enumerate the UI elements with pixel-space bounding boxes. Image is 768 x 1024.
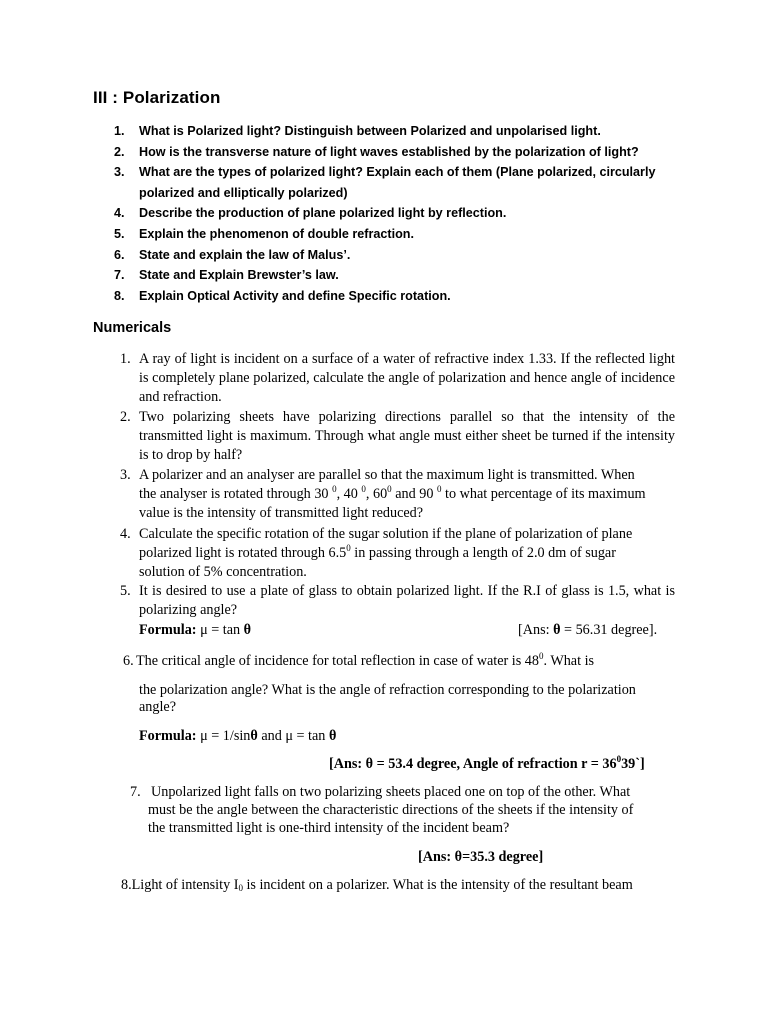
numerical-number: 3. bbox=[120, 467, 131, 483]
theta-symbol: θ bbox=[328, 728, 337, 744]
question-text: What is Polarized light? Distinguish between Polarized and unpolarised light. bbox=[139, 124, 601, 138]
numerical-number: 6. bbox=[123, 653, 134, 669]
numerical-number: 4. bbox=[120, 526, 131, 542]
list-item bbox=[114, 286, 684, 307]
question-number: 4. bbox=[114, 206, 125, 221]
numerical-text: solution of 5% concentration. bbox=[139, 564, 307, 580]
list-item bbox=[114, 142, 684, 163]
question-text: What are the types of polarized light? Explain each of them (Plane polarized, circularly polarized and elliptically polarized) bbox=[139, 165, 656, 200]
numerical-8: 8.Light of intensity $I_0$ is incident on a polarizer. What is the intensity of the resultant beam bbox=[121, 877, 633, 893]
question-number: 8. bbox=[114, 288, 125, 303]
theta-symbol: θ bbox=[454, 849, 463, 865]
theta-symbol: θ bbox=[365, 756, 374, 772]
numerical-text: value is the intensity of transmitted light reduced? bbox=[139, 505, 424, 521]
question-number: 1. bbox=[114, 124, 125, 138]
question-number: 5. bbox=[114, 226, 125, 241]
theta-symbol: θ bbox=[553, 622, 561, 638]
question-text: Describe the production of plane polarized light by reflection. bbox=[139, 206, 507, 221]
list-item bbox=[114, 265, 684, 286]
question-number: 7. bbox=[114, 268, 125, 283]
formula: Formula: μ = 1/sinθ and μ = tan θ bbox=[139, 728, 337, 744]
numerical-text: polarized light is rotated through $6.5^0$ in passing through a length of 2.0 dm of sugar bbox=[139, 543, 616, 561]
numerical-2 bbox=[120, 408, 675, 465]
numerical-text: It is desired to use a plate of glass to obtain polarized light. If the R.I of glass is 1.5, what is polarizing angle? bbox=[139, 583, 675, 618]
numerical-5 bbox=[120, 582, 675, 620]
numerical-number: 1. bbox=[120, 351, 131, 367]
question-number: 6. bbox=[114, 247, 125, 262]
theta-symbol: θ bbox=[250, 728, 258, 744]
question-number: 3. bbox=[114, 165, 125, 180]
numerical-text: angle? bbox=[139, 699, 177, 715]
numerical-number: 7. bbox=[130, 784, 141, 800]
numerical-text: the transmitted light is one-third intensity of the incident beam? bbox=[148, 820, 510, 836]
answer: [Ans: θ = 53.4 degree, Angle of refraction $r = 36^039`$] bbox=[329, 754, 645, 772]
numerical-text: the polarization angle? What is the angle of refraction corresponding to the polarization bbox=[139, 682, 636, 698]
answer: [Ans: θ=35.3 degree] bbox=[418, 849, 544, 865]
formula: Formula: μ = tan θ bbox=[139, 622, 252, 638]
numerical-1 bbox=[120, 350, 675, 407]
question-text: State and Explain Brewster’s law. bbox=[139, 268, 339, 283]
section-title: III : Polarization bbox=[93, 88, 221, 107]
numerical-number: 2. bbox=[120, 409, 131, 425]
question-text: Explain the phenomenon of double refraction. bbox=[139, 226, 414, 241]
theta-symbol: θ bbox=[243, 622, 252, 638]
list-item bbox=[114, 203, 684, 224]
list-item bbox=[114, 224, 684, 245]
question-number: 2. bbox=[114, 144, 125, 159]
list-item bbox=[114, 245, 684, 266]
numerical-text: A ray of light is incident on a surface of a water of refractive index 1.33. If the reflected light is completely plane polarized, calculate the angle of polarization and hence angle of incidence and refraction. bbox=[139, 351, 675, 405]
numerical-text: Two polarizing sheets have polarizing directions parallel so that the intensity of the transmitted light is maximum. Through what angle must either sheet be turned if the intensity is to drop by half? bbox=[139, 409, 675, 463]
numericals-heading: Numericals bbox=[93, 320, 172, 336]
question-list bbox=[114, 121, 684, 306]
question-text: Explain Optical Activity and define Specific rotation. bbox=[139, 288, 451, 303]
numerical-text: the analyser is rotated through 30 $^0$, 40 $^0$, $60^0$ and 90 $^0$ to what percentage of its maximum bbox=[139, 484, 646, 502]
numerical-text: Unpolarized light falls on two polarizing sheets placed one on top of the other. What bbox=[151, 784, 631, 800]
list-item bbox=[114, 162, 684, 203]
numerical-text: Calculate the specific rotation of the sugar solution if the plane of polarization of plane bbox=[139, 526, 633, 542]
numerical-text: A polarizer and an analyser are parallel so that the maximum light is transmitted. When bbox=[139, 467, 635, 483]
question-text: How is the transverse nature of light waves established by the polarization of light? bbox=[139, 144, 639, 159]
numerical-number: 5. bbox=[120, 583, 131, 599]
list-item bbox=[114, 121, 684, 142]
answer: [Ans: θ = 56.31 degree]. bbox=[518, 622, 658, 638]
numerical-text: must be the angle between the characteristic directions of the sheets if the intensity of bbox=[148, 802, 634, 818]
numerical-text: The critical angle of incidence for total reflection in case of water is $48^0$. What is bbox=[136, 651, 595, 669]
question-text: State and explain the law of Malus’. bbox=[139, 247, 351, 262]
